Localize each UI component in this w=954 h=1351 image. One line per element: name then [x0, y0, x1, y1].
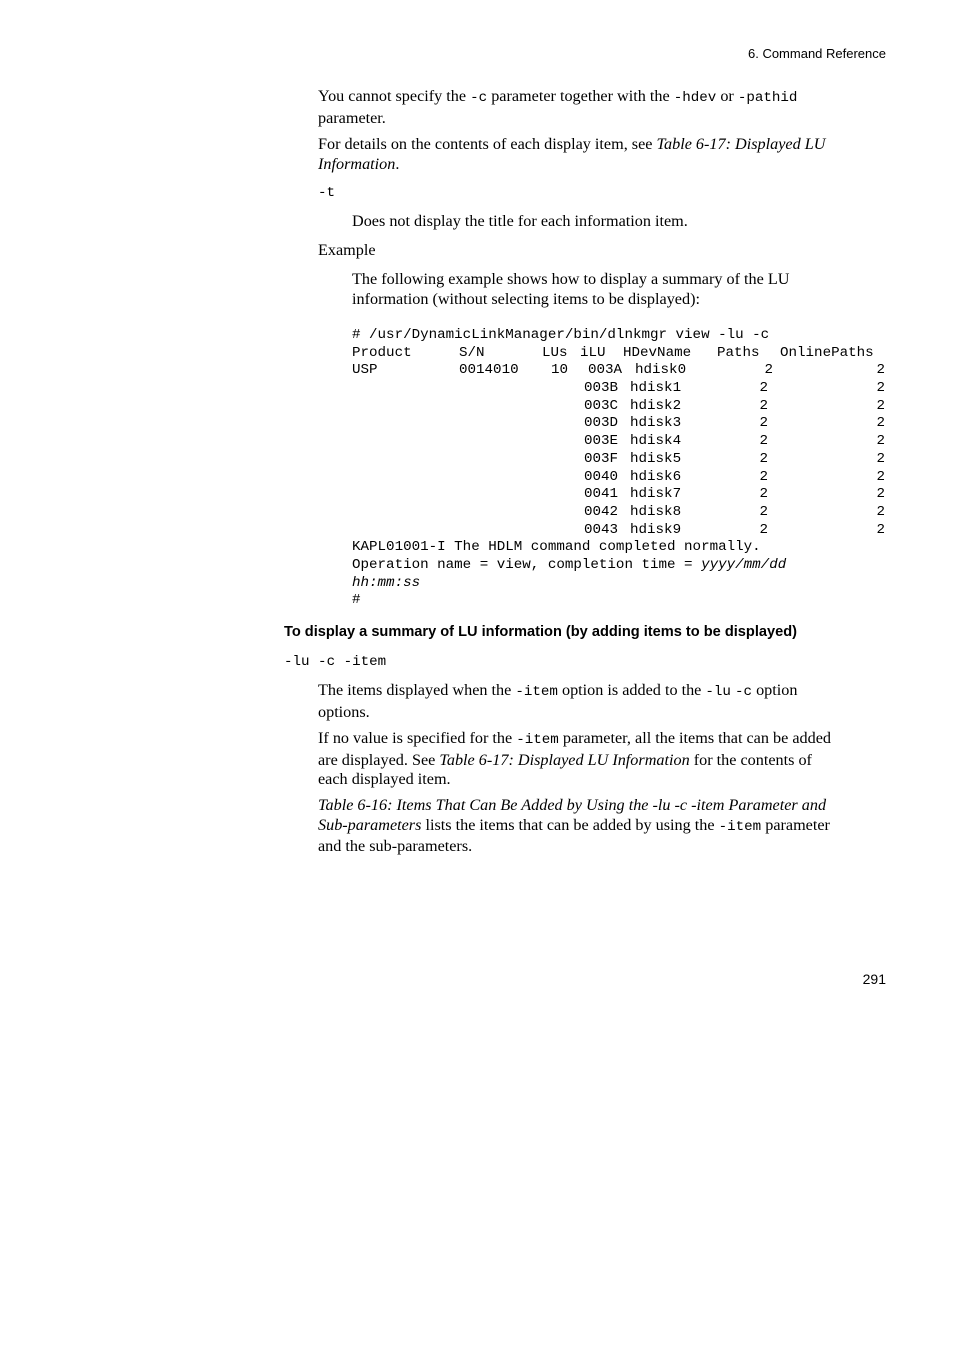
paragraph-no-value: [318, 729, 888, 790]
option-t-description: Does not display the title for each information item.: [352, 212, 688, 230]
text: If no value is specified for the: [318, 729, 517, 747]
cell-onlinepaths: 2: [876, 450, 885, 467]
cell-hdevname: hdisk9: [630, 521, 682, 538]
text: option: [752, 681, 798, 699]
cell-hdevname: hdisk2: [630, 397, 682, 414]
cell-paths: 2: [759, 415, 768, 432]
cell-hdevname: hdisk6: [630, 468, 682, 485]
cell-ilu: 0043: [584, 521, 619, 538]
code-data-row: [352, 522, 892, 540]
cell-ilu: 0042: [584, 503, 619, 520]
date-placeholder: yyyy/mm/dd: [701, 556, 787, 573]
cell-onlinepaths: 2: [876, 380, 885, 397]
text: The items displayed when the: [318, 681, 516, 699]
text: You cannot specify the: [318, 87, 471, 105]
cell-lus: 10: [551, 362, 569, 379]
cell-paths: 2: [759, 521, 768, 538]
section-heading: To display a summary of LU information (by adding items to be displayed): [284, 624, 798, 640]
time-placeholder: hh:mm:ss: [352, 574, 421, 591]
text: information (without selecting items to be displayed):: [352, 289, 700, 308]
code-data-row: [352, 398, 892, 416]
code-operation-line: Operation name = view, completion time = yyyy/mm/dd: [352, 556, 787, 573]
cell-onlinepaths: 2: [876, 486, 885, 503]
header-paths: Paths: [717, 344, 760, 361]
text: parameter, all the items that can be added: [558, 729, 831, 747]
code-prompt-line: #: [352, 592, 361, 609]
header-ilu: iLU: [580, 344, 606, 361]
header-product: Product: [352, 344, 412, 361]
code-c: -c: [470, 90, 488, 106]
code-header-row: [352, 345, 892, 363]
cell-paths: 2: [759, 380, 768, 397]
cell-hdevname: hdisk3: [630, 415, 682, 432]
cell-paths: 2: [759, 486, 768, 503]
cell-product: USP: [352, 362, 378, 379]
cell-paths: 2: [759, 450, 768, 467]
text: or: [716, 87, 738, 105]
text: for the contents of: [689, 750, 812, 769]
cell-hdevname: hdisk0: [635, 362, 687, 379]
code-message-line: KAPL01001-I The HDLM command completed normally.: [352, 539, 761, 556]
cell-ilu: 003E: [584, 433, 619, 450]
cell-onlinepaths: 2: [876, 362, 885, 379]
cell-hdevname: hdisk4: [630, 433, 682, 450]
code-item: -item: [515, 684, 558, 700]
paragraph-items-displayed: [318, 681, 888, 722]
code-item: -item: [516, 732, 559, 748]
code-c: -c: [735, 684, 753, 700]
text: option is added to the: [557, 681, 706, 699]
cell-ilu: 003C: [584, 397, 619, 414]
paragraph-table-6-16: [318, 796, 893, 857]
text: and the sub-parameters.: [318, 837, 473, 855]
running-header: 6. Command Reference: [747, 46, 886, 61]
code-hdev: -hdev: [673, 90, 717, 106]
example-description: [352, 270, 892, 309]
option-t-flag: -t: [318, 185, 336, 201]
cell-ilu: 003A: [588, 362, 623, 379]
header-sn: S/N: [459, 344, 485, 361]
text: options.: [318, 702, 370, 721]
code-pathid: -pathid: [737, 90, 798, 106]
cell-hdevname: hdisk5: [630, 450, 682, 467]
cell-ilu: 003B: [584, 380, 619, 397]
code-data-row: [352, 362, 892, 380]
cell-hdevname: hdisk7: [630, 486, 682, 503]
cell-onlinepaths: 2: [876, 397, 885, 414]
header-hdevname: HDevName: [623, 344, 692, 361]
paragraph-details-reference: [318, 135, 888, 174]
table-reference: Information: [318, 154, 396, 173]
cell-sn: 0014010: [459, 362, 519, 379]
table-reference: Sub-parameters: [318, 815, 422, 834]
code-data-row: [352, 433, 892, 451]
cell-onlinepaths: 2: [876, 433, 885, 450]
code-time-line: [352, 575, 892, 593]
code-lu: -lu: [705, 684, 731, 700]
page-number: 291: [862, 971, 886, 987]
text: parameter: [761, 815, 830, 834]
cell-onlinepaths: 2: [876, 503, 885, 520]
cell-hdevname: hdisk8: [630, 503, 682, 520]
cell-paths: 2: [759, 468, 768, 485]
code-data-row: [352, 469, 892, 487]
cell-paths: 2: [759, 503, 768, 520]
cell-ilu: 003F: [584, 450, 619, 467]
cell-ilu: 0040: [584, 468, 619, 485]
cell-onlinepaths: 2: [876, 468, 885, 485]
cell-ilu: 003D: [584, 415, 619, 432]
code-data-row: [352, 451, 892, 469]
code-data-row: [352, 415, 892, 433]
code-data-rows: [352, 362, 892, 539]
code-data-row: [352, 380, 892, 398]
cell-paths: 2: [759, 397, 768, 414]
table-reference: Table 6-17: Displayed LU Information: [439, 750, 690, 769]
code-data-row: [352, 504, 892, 522]
text: each displayed item.: [318, 770, 451, 788]
text: lists the items that can be added by using the: [421, 815, 719, 834]
table-reference: Table 6-17: Displayed LU: [656, 135, 826, 153]
text: .: [395, 154, 400, 173]
code-item: -item: [718, 818, 762, 835]
cell-paths: 2: [764, 362, 773, 379]
cell-onlinepaths: 2: [876, 415, 885, 432]
cell-ilu: 0041: [584, 486, 619, 503]
text: are displayed. See: [318, 750, 440, 769]
text: The following example shows how to display a summary of the LU: [352, 270, 790, 288]
cell-hdevname: hdisk1: [630, 380, 682, 397]
code-data-row: [352, 486, 892, 504]
header-onlinepaths: OnlinePaths: [780, 344, 874, 361]
text: For details on the contents of each display item, see: [318, 135, 657, 153]
cell-paths: 2: [759, 433, 768, 450]
header-lus: LUs: [542, 344, 568, 361]
cell-onlinepaths: 2: [876, 521, 885, 538]
text: parameter together with the: [487, 87, 674, 105]
table-reference: Table 6-16: Items That Can Be Added by Using the -lu -c -item Parameter and: [318, 796, 827, 814]
code-command-line: # /usr/DynamicLinkManager/bin/dlnkmgr view -lu -c: [352, 327, 770, 343]
option-item-syntax: -lu -c -item: [284, 654, 387, 670]
text: parameter.: [318, 108, 386, 127]
code-example: [352, 327, 892, 610]
paragraph-hdev-restriction: [318, 87, 888, 128]
example-label: Example: [318, 241, 376, 259]
